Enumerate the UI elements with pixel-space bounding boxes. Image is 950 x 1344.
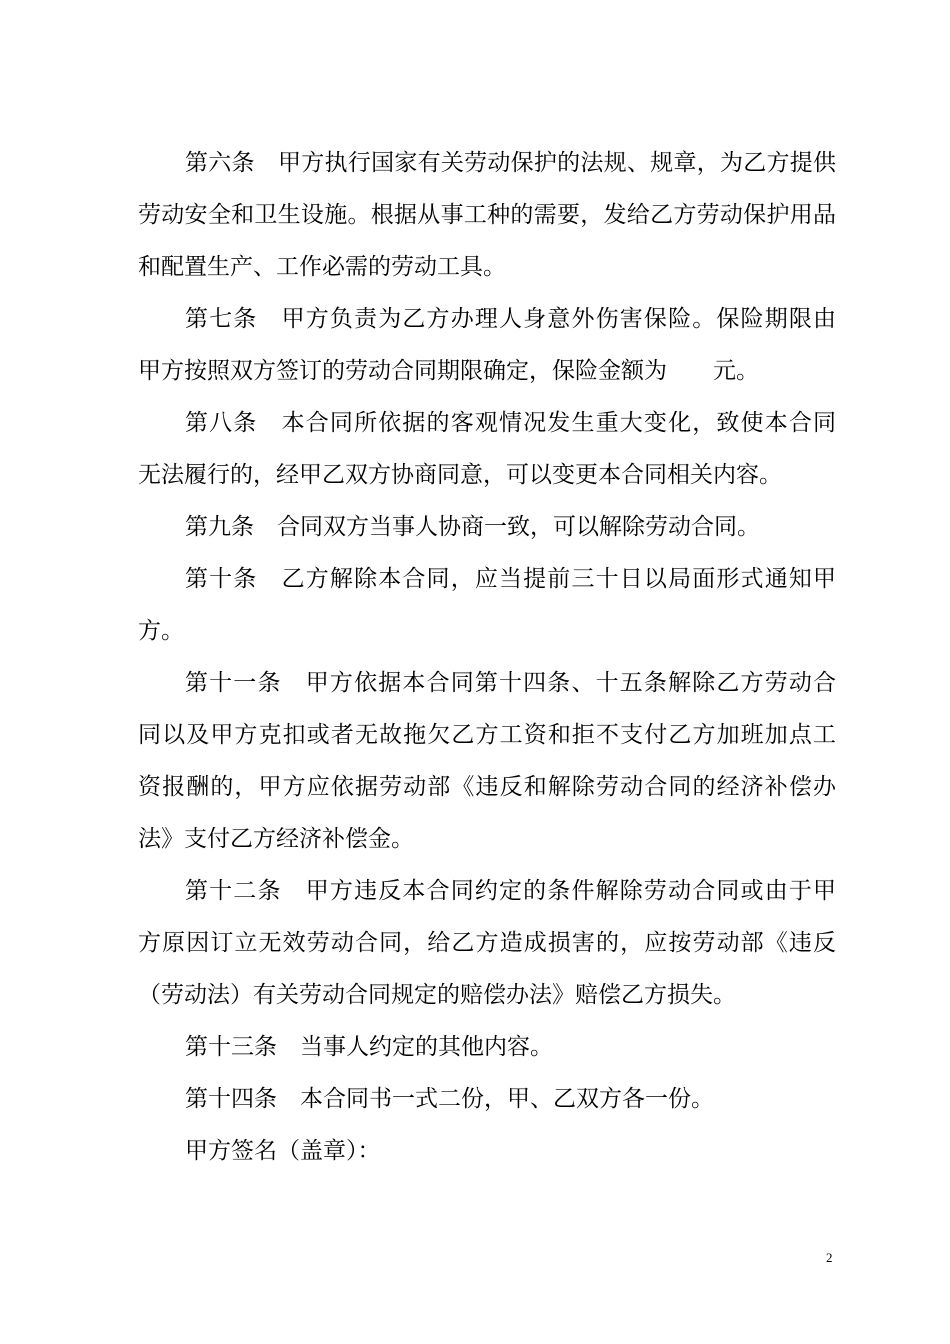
text-line: 方。 xyxy=(138,618,184,644)
text-line: 无法履行的，经甲乙双方协商同意，可以变更本合同相关内容。 xyxy=(138,462,782,488)
text-line: 和配置生产、工作必需的劳动工具。 xyxy=(138,254,506,280)
paragraph xyxy=(138,1027,836,1079)
text-line: 方原因订立无效劳动合同，给乙方造成损害的，应按劳动部《违反 xyxy=(138,930,836,956)
text-line: 劳动安全和卫生设施。根据从事工种的需要，发给乙方劳动保护用品 xyxy=(138,202,836,228)
text-line: 甲方签名（盖章）： xyxy=(185,1138,381,1164)
document-body xyxy=(138,143,836,1183)
paragraph xyxy=(138,299,836,403)
text-line: 第十四条 本合同书一式二份，甲、乙双方各一份。 xyxy=(185,1086,714,1112)
text-line: 法》支付乙方经济补偿金。 xyxy=(138,826,414,852)
text-line: 第六条 甲方执行国家有关劳动保护的法规、规章，为乙方提供 xyxy=(185,150,836,176)
paragraph xyxy=(138,871,836,1027)
text-line: 甲方按照双方签订的劳动合同期限确定，保险金额为 元。 xyxy=(138,358,759,384)
paragraph xyxy=(138,559,836,663)
text-line: 资报酬的，甲方应依据劳动部《违反和解除劳动合同的经济补偿办 xyxy=(138,774,836,800)
page-number: 2 xyxy=(826,1250,833,1265)
paragraph xyxy=(138,143,836,299)
paragraph xyxy=(138,403,836,507)
text-line: （劳动法）有关劳动合同规定的赔偿办法》赔偿乙方损失。 xyxy=(138,982,736,1008)
paragraph xyxy=(138,663,836,871)
text-line: 第九条 合同双方当事人协商一致，可以解除劳动合同。 xyxy=(185,514,760,540)
text-line: 第七条 甲方负责为乙方办理人身意外伤害保险。保险期限由 xyxy=(185,306,836,332)
text-line: 第十条 乙方解除本合同，应当提前三十日以局面形式通知甲 xyxy=(185,566,836,592)
paragraph xyxy=(138,1079,836,1131)
paragraph xyxy=(138,507,836,559)
text-line: 第十一条 甲方依据本合同第十四条、十五条解除乙方劳动合 xyxy=(185,670,836,696)
paragraph xyxy=(138,1131,836,1183)
text-line: 第十二条 甲方违反本合同约定的条件解除劳动合同或由于甲 xyxy=(185,878,836,904)
text-line: 第八条 本合同所依据的客观情况发生重大变化，致使本合同 xyxy=(185,410,836,436)
text-line: 第十三条 当事人约定的其他内容。 xyxy=(185,1034,553,1060)
text-line: 同以及甲方克扣或者无故拖欠乙方工资和拒不支付乙方加班加点工 xyxy=(138,722,836,748)
